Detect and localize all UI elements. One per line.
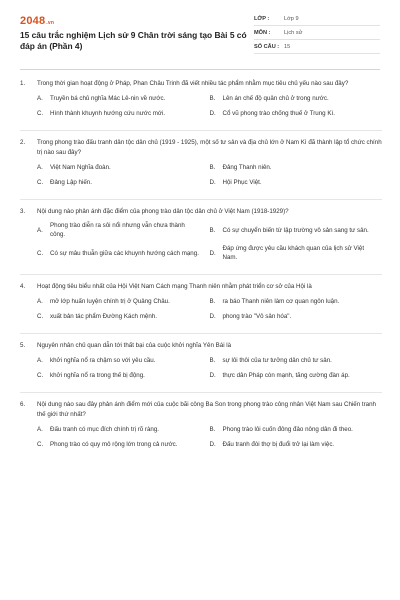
question: [20, 400, 382, 454]
question: [20, 341, 382, 385]
question-header: [20, 341, 382, 351]
question-list: [20, 79, 382, 461]
option-text: Việt Nam Nghĩa đoàn.: [50, 163, 111, 171]
question-text: Trong thời gian hoạt động ở Pháp, Phan Châu Trinh đã viết nhiều tác phẩm nhằm mục tiêu chủ yếu nào sau đây?: [37, 80, 349, 87]
option-letter: B.: [209, 425, 216, 433]
answer-option[interactable]: [210, 93, 383, 103]
question-number: 2.: [20, 139, 26, 146]
page-title: 15 câu trắc nghiệm Lịch sử 9 Chân trời sáng tạo Bài 5 có đáp án (Phần 4): [20, 30, 247, 51]
answer-option[interactable]: [37, 439, 210, 449]
question-number: 5.: [20, 342, 26, 349]
answer-option[interactable]: [210, 244, 383, 262]
meta-row: [254, 14, 380, 26]
meta-value: Lịch sử: [284, 30, 303, 36]
option-text: xuất bản tác phẩm Đường Kách mệnh.: [50, 312, 157, 320]
option-text: Đấu tranh có mục đích chính trị rõ ràng.: [50, 425, 160, 433]
option-text: Phong trào diễn ra sôi nổi nhưng vẫn chưa thành công.: [50, 222, 185, 238]
question-text: Nội dung nào sau đây phản ánh điểm mới của cuộc bãi công Ba Son trong phong trào công nhân Việt Nam sau Chiến tranh thế giới thứ nhất?: [37, 401, 376, 418]
answer-option[interactable]: [210, 177, 383, 187]
option-text: Có sự mâu thuẫn giữa các khuynh hướng cách mạng.: [50, 249, 199, 257]
option-text: sự lôi thôi của tư tưởng dân chủ tư sản.: [222, 356, 332, 364]
question-text: Nguyên nhân chủ quan dẫn tới thất bại của cuộc khởi nghĩa Yên Bái là: [37, 342, 232, 349]
question-separator: [20, 130, 382, 131]
options: [20, 355, 382, 385]
options: [20, 424, 382, 454]
option-letter: A.: [37, 163, 43, 171]
option-letter: B.: [209, 94, 216, 102]
option-text: Đấu tranh đòi thợ bị đuổi trở lại làm việc.: [222, 440, 335, 448]
option-text: khởi nghĩa nổ ra trong thế bị động.: [50, 371, 145, 379]
question-separator: [20, 333, 382, 334]
site-logo[interactable]: [20, 15, 54, 27]
meta-label: SỐ CÂU :: [254, 44, 280, 50]
answer-option[interactable]: [210, 108, 383, 118]
option-text: phong trào "Vô sản hóa".: [222, 312, 292, 320]
meta-label: MÔN :: [254, 30, 271, 36]
question-header: [20, 138, 382, 158]
answer-option[interactable]: [37, 311, 210, 321]
answer-option[interactable]: [210, 311, 383, 321]
option-letter: C.: [37, 178, 44, 186]
options: [20, 296, 382, 326]
option-letter: C.: [37, 109, 44, 117]
answer-option[interactable]: [37, 177, 210, 187]
answer-option[interactable]: [210, 424, 383, 434]
options: [20, 221, 382, 267]
option-letter: A.: [37, 297, 43, 305]
answer-option[interactable]: [210, 355, 383, 365]
option-letter: B.: [209, 226, 216, 234]
answer-option[interactable]: [37, 162, 210, 172]
logo-text: 2048: [20, 15, 46, 27]
options: [20, 162, 382, 192]
question-text: Trong phong trào đấu tranh dân tộc dân chủ (1919 - 1925), một số tư sản và địa chủ lớn ở Nam Kì đã thành lập tổ chức chính trị nào sau đây?: [37, 139, 382, 156]
option-letter: B.: [209, 356, 216, 364]
option-letter: D.: [209, 440, 216, 448]
meta-value: Lớp 9: [284, 16, 299, 22]
option-text: Lên án chế độ quân chủ ở trong nước.: [222, 94, 329, 102]
question: [20, 138, 382, 192]
option-letter: D.: [209, 178, 216, 186]
option-letter: D.: [209, 249, 216, 257]
question: [20, 207, 382, 267]
answer-option[interactable]: [37, 108, 210, 118]
option-letter: D.: [209, 371, 216, 379]
question-header: [20, 400, 382, 420]
answer-option[interactable]: [37, 296, 210, 306]
meta-label: LỚP :: [254, 16, 270, 22]
option-text: Đảng Thanh niên.: [222, 163, 272, 171]
question-number: 1.: [20, 80, 26, 87]
meta-box: [254, 14, 380, 56]
option-letter: D.: [209, 109, 216, 117]
meta-row: [254, 28, 380, 40]
option-text: khởi nghĩa nổ ra chậm so với yêu cầu.: [50, 356, 156, 364]
option-text: Hội Phục Việt.: [222, 178, 262, 186]
question-number: 4.: [20, 283, 26, 290]
option-text: Hình thành khuynh hướng cứu nước mới.: [50, 109, 166, 117]
option-text: thực dân Pháp còn mạnh, tăng cường đàn áp.: [222, 371, 350, 379]
answer-option[interactable]: [37, 355, 210, 365]
option-letter: C.: [37, 312, 44, 320]
meta-value: 15: [284, 44, 291, 50]
option-letter: A.: [37, 94, 43, 102]
question-text: Nội dung nào phản ánh đặc điểm của phong trào dân tộc dân chủ ở Việt Nam (1918-1929)?: [37, 208, 289, 215]
option-letter: C.: [37, 371, 44, 379]
question-header: [20, 282, 382, 292]
question: [20, 282, 382, 326]
meta-row: [254, 42, 380, 54]
answer-option[interactable]: [37, 93, 210, 103]
option-text: ra báo Thanh niên làm cơ quan ngôn luận.: [222, 297, 340, 305]
answer-option[interactable]: [210, 370, 383, 380]
header-divider: [20, 69, 380, 70]
option-text: mở lớp huấn luyện chính trị ở Quảng Châu.: [50, 297, 170, 305]
option-letter: A.: [37, 425, 43, 433]
option-letter: B.: [209, 163, 216, 171]
option-letter: A.: [37, 226, 43, 234]
option-text: Có sự chuyển biến từ lập trường vô sản sang tư sản.: [222, 226, 369, 234]
question-text: Hoạt động tiêu biểu nhất của Hội Việt Nam Cách mạng Thanh niên nhằm phát triển cơ sở của Hội là: [37, 283, 312, 290]
answer-option[interactable]: [37, 424, 210, 434]
question-header: [20, 79, 382, 89]
answer-option[interactable]: [37, 244, 210, 262]
option-text: Truyền bá chủ nghĩa Mác Lê-nin về nước.: [50, 94, 166, 102]
option-letter: C.: [37, 440, 44, 448]
option-letter: C.: [37, 249, 44, 257]
question-header: [20, 207, 382, 217]
logo-tld: .vn: [46, 20, 55, 26]
question-separator: [20, 392, 382, 393]
question-number: 6.: [20, 401, 26, 408]
answer-option[interactable]: [210, 439, 383, 449]
answer-option[interactable]: [37, 370, 210, 380]
option-letter: B.: [209, 297, 216, 305]
option-text: Đảng Lập hiến.: [50, 178, 92, 186]
answer-option[interactable]: [210, 162, 383, 172]
options: [20, 93, 382, 123]
question-separator: [20, 199, 382, 200]
question-number: 3.: [20, 208, 26, 215]
option-text: Phong trào có quy mô rộng lớn trong cả nước.: [50, 440, 178, 448]
option-letter: A.: [37, 356, 43, 364]
option-text: Đáp ứng được yêu cầu khách quan của lịch sử Việt Nam.: [222, 245, 365, 261]
answer-option[interactable]: [37, 221, 210, 239]
answer-option[interactable]: [210, 296, 383, 306]
option-text: Phong trào lôi cuốn đông đảo nông dân đi theo.: [222, 425, 353, 433]
option-letter: D.: [209, 312, 216, 320]
question-separator: [20, 274, 382, 275]
answer-option[interactable]: [210, 221, 383, 239]
question: [20, 79, 382, 123]
option-text: Cổ vũ phong trào chống thuế ở Trung Kì.: [222, 109, 335, 117]
